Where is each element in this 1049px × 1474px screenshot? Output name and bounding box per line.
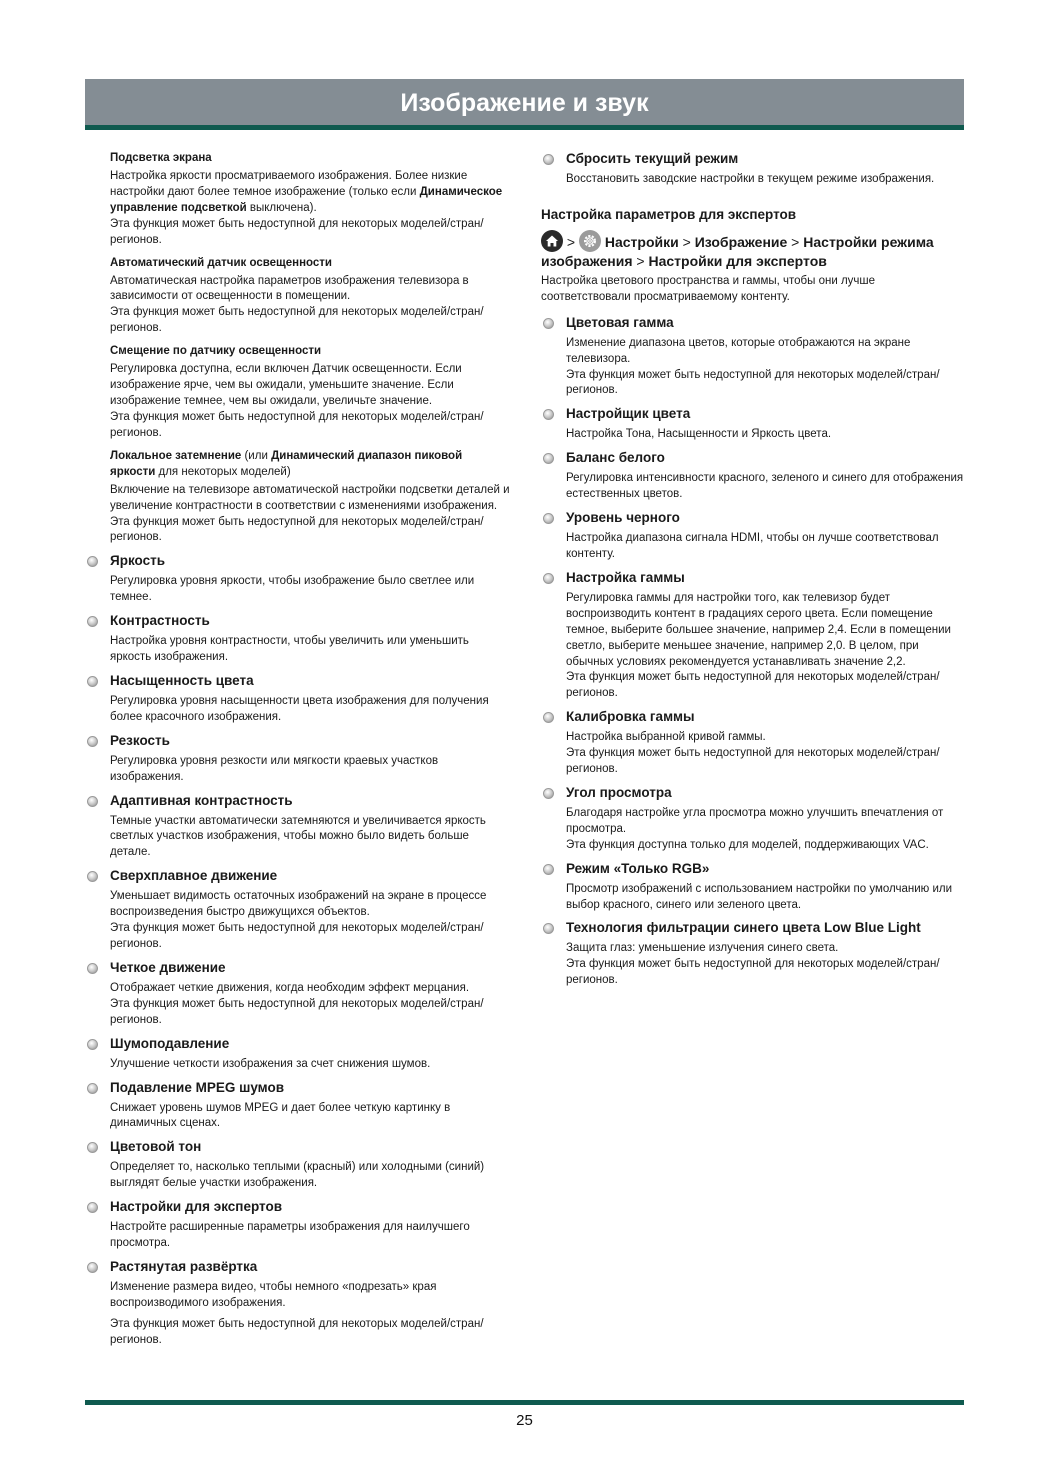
home-icon: [541, 230, 563, 252]
item-title: Настройщик цвета: [566, 406, 691, 422]
plain-text: для некоторых моделей): [155, 465, 291, 478]
item-title: Яркость: [110, 553, 166, 569]
item-desc: [110, 1280, 510, 1349]
bullet-icon: [87, 871, 98, 882]
section-title: Настройка параметров для экспертов: [541, 206, 797, 222]
item-desc: Восстановить заводские настройки в текущем режиме изображения.: [566, 173, 935, 185]
bold-term: Локальное затемнение: [110, 449, 242, 462]
item-title: Калибровка гаммы: [566, 709, 695, 725]
bullet-icon: [543, 513, 554, 524]
paragraph: Настройка Тона, Насыщенности и Яркость цвета.: [566, 428, 832, 441]
paragraph: [110, 410, 510, 442]
item-title: Баланс белого: [566, 450, 665, 466]
bullet-icon: [87, 1262, 98, 1273]
text-run: Автоматическая настройка параметров изображения телевизора в зависимости от освещенности в помещении.: [110, 274, 469, 303]
paragraph: Просмотр изображений с использованием настройки по умолчанию или выбор красного, синего или зеленого цвета.: [566, 882, 953, 911]
item-desc: [566, 591, 966, 702]
paragraph: Улучшение четкости изображения за счет снижения шумов.: [110, 1057, 431, 1070]
paragraph: [110, 217, 510, 249]
list-item: [85, 1035, 510, 1073]
list-item: [85, 672, 510, 726]
item-desc: [110, 634, 510, 666]
list-item: [85, 732, 510, 786]
item-title: Режим «Только RGB»: [566, 860, 710, 876]
item-title: Растянутая развёртка: [110, 1258, 258, 1274]
item-title: Шумоподавление: [110, 1035, 230, 1051]
list-item: [541, 509, 966, 563]
bullet-icon: [87, 1142, 98, 1153]
bullet-icon: [87, 796, 98, 807]
bullet-icon: [87, 556, 98, 567]
paragraph: Снижает уровень шумов MPEG и дает более четкую картинку в динамичных сценах.: [110, 1101, 451, 1130]
sub-section-title: Подсветка экрана: [110, 152, 212, 164]
list-item: [541, 784, 966, 854]
list-item: [541, 314, 966, 400]
experts-section: [541, 206, 966, 306]
header-divider: [85, 125, 964, 130]
item-desc: [566, 806, 966, 854]
bullet-icon: [543, 573, 554, 584]
item-title: Резкость: [110, 732, 170, 748]
paragraph: [110, 169, 510, 217]
bullet-icon: [87, 1083, 98, 1094]
text-run: Эта функция может быть недоступной для некоторых моделей/стран/регионов.: [110, 515, 484, 544]
list-item: [85, 867, 510, 953]
text-run: Включение на телевизоре автоматической настройки подсветки деталей и увеличение контрастности в соответствии с изменениями изображения.: [110, 483, 510, 512]
item-title: Четкое движение: [110, 959, 226, 975]
bullet-icon: [87, 963, 98, 974]
item-desc: [110, 574, 510, 606]
paragraph: [110, 362, 510, 410]
item-title: Подавление MPEG шумов: [110, 1079, 285, 1095]
sub-section-desc: [110, 274, 510, 338]
item-title: Цветовой тон: [110, 1139, 202, 1155]
text-run: Настройка яркости просматриваемого изображения. Более низкие настройки дают более темное изображение (только если: [110, 170, 468, 198]
paragraph: Эта функция может быть недоступной для некоторых моделей/стран/регионов.: [110, 922, 484, 950]
list-item: [541, 405, 966, 443]
item-desc: [110, 1160, 510, 1192]
paragraph: Регулировка уровня яркости, чтобы изображение было светлее или темнее.: [110, 575, 475, 604]
bullet-icon: [87, 1202, 98, 1213]
path-separator: >: [678, 233, 695, 250]
page-header: [85, 79, 964, 125]
bullet-icon: [87, 1039, 98, 1050]
item-title: Цветовая гамма: [566, 314, 674, 330]
paragraph: Эта функция может быть недоступной для некоторых моделей/стран/регионов.: [110, 997, 484, 1026]
paragraph: [110, 483, 510, 515]
bullet-icon: [87, 736, 98, 747]
text-run: Эта функция может быть недоступной для некоторых моделей/стран/регионов.: [110, 306, 484, 335]
paragraph: Настройка диапазона сигнала HDMI, чтобы он лучше соответствовал контенту.: [566, 532, 939, 560]
bullet-icon: [543, 154, 554, 165]
paragraph: Темные участки автоматически затемняются и увеличивается яркость светлых участков изображения, чтобы можно было видеть больше детале.: [110, 814, 486, 859]
text-run: выключена).: [246, 201, 317, 214]
list-item: [541, 708, 966, 778]
item-desc: [110, 981, 510, 1029]
paragraph: Эта функция может быть недоступной для некоторых моделей/стран/регионов.: [566, 671, 940, 700]
path-step: Настройки для экспертов: [648, 252, 827, 269]
item-desc: [110, 1057, 510, 1073]
item-desc: [110, 814, 510, 862]
paragraph: [110, 274, 510, 306]
item-desc: [566, 941, 966, 989]
bullet-icon: [543, 453, 554, 464]
paragraph: Эта функция может быть недоступной для некоторых моделей/стран/регионов.: [110, 1317, 484, 1346]
paragraph: Регулировка уровня насыщенности цвета изображения для получения более красочного изображения.: [110, 694, 489, 723]
bullet-icon: [543, 409, 554, 420]
sub-section: [85, 150, 510, 249]
paragraph: Изменение размера видео, чтобы немного «подрезать» края воспроизводимого изображения.: [110, 1280, 437, 1309]
bold-term: Динамическое управление подсветкой: [110, 185, 503, 214]
settings-path: [541, 230, 966, 270]
bullet-icon: [543, 318, 554, 329]
paragraph: Настройка уровня контрастности, чтобы увеличить или уменьшить яркость изображения.: [110, 635, 469, 664]
page-title: Изображение и звук: [400, 89, 649, 117]
sub-section: [85, 255, 510, 338]
list-item: [85, 612, 510, 666]
item-desc: [566, 531, 966, 563]
paragraph: Эта функция может быть недоступной для некоторых моделей/стран/регионов.: [566, 368, 940, 397]
paragraph: Настройка выбранной кривой гаммы.: [566, 731, 766, 744]
paragraph: Изменение диапазона цветов, которые отображаются на экране телевизора.: [566, 336, 911, 365]
paragraph: Эта функция может быть недоступной для некоторых моделей/стран/регионов.: [566, 958, 940, 987]
sub-section-title: [110, 448, 510, 480]
paragraph: Эта функция может быть недоступной для некоторых моделей/стран/регионов.: [566, 747, 940, 776]
item-desc: [110, 754, 510, 786]
item-desc: [110, 1220, 510, 1252]
paragraph: Определяет то, насколько теплыми (красный) или холодными (синий) выглядят белые участки изображения.: [110, 1161, 485, 1190]
list-item: [85, 1198, 510, 1252]
item-title: Угол просмотра: [566, 784, 672, 800]
item-desc: [110, 889, 510, 953]
left-column: [85, 150, 510, 1355]
bold-term: Динамический диапазон пиковой яркости: [110, 449, 463, 478]
bullet-icon: [543, 923, 554, 934]
paragraph: [110, 305, 510, 337]
path-separator: >: [632, 252, 649, 269]
item-title: Адаптивная контрастность: [110, 792, 293, 808]
paragraph: Защита глаз: уменьшение излучения синего света.: [566, 942, 839, 955]
list-item: [85, 1138, 510, 1192]
item-title: Насыщенность цвета: [110, 672, 254, 688]
paragraph: [110, 515, 510, 547]
paragraph: Настройте расширенные параметры изображения для наилучшего просмотра.: [110, 1221, 470, 1250]
footer-divider: [85, 1400, 964, 1405]
path-step: Изображение: [694, 233, 788, 250]
bullet-icon: [543, 864, 554, 875]
gear-icon: [579, 230, 601, 252]
bullet-icon: [87, 616, 98, 627]
list-item: [541, 860, 966, 914]
paragraph: Уменьшает видимость остаточных изображений на экране в процессе воспроизведения быстро движущихся объектов.: [110, 890, 487, 919]
item-title: Настройка гаммы: [566, 569, 685, 585]
item-desc: [566, 882, 966, 914]
bullet-icon: [543, 788, 554, 799]
sub-section-title: Смещение по датчику освещенности: [110, 345, 322, 358]
sub-section: [85, 343, 510, 442]
path-separator: >: [566, 233, 576, 250]
sub-section-title: Автоматический датчик освещенности: [110, 256, 333, 269]
item-title: Сверхплавное движение: [110, 868, 278, 884]
item-desc: [110, 1101, 510, 1133]
paragraph: Регулировка интенсивности красного, зеленого и синего для отображения естественных цветов.: [566, 472, 964, 501]
list-item: [541, 919, 966, 989]
item-title: Настройки для экспертов: [110, 1199, 282, 1215]
list-item: [85, 1079, 510, 1133]
sub-section-desc: [110, 169, 510, 249]
paragraph: Регулировка гаммы для настройки того, как телевизор будет воспроизводить контент в градациях серого цвета. Если помещение темное, выберите большее значение, например 2,4. Если в помещении светло, выберите меньшее значение, например 2,0. В целом, при обычных условиях рекомендуется устанавливать значение 2,2.: [566, 591, 951, 668]
sub-section-desc: [110, 483, 510, 547]
page-number: 25: [516, 1412, 533, 1429]
path-step: Настройки: [600, 233, 679, 250]
list-item: [85, 959, 510, 1029]
item-desc: [566, 427, 966, 443]
item-title: Технология фильтрации синего цвета Low Blue Light: [566, 920, 921, 936]
item-title: Сбросить текущий режим: [566, 151, 739, 166]
paragraph: Эта функция доступна только для моделей, поддерживающих VAC.: [566, 838, 929, 851]
sub-section-desc: [110, 362, 510, 442]
section-desc: Настройка цветового пространства и гаммы, чтобы они лучше соответствовали просматриваемому контенту.: [541, 274, 876, 303]
item-title: Уровень черного: [566, 510, 680, 526]
list-item: [541, 449, 966, 503]
list-item: [85, 1258, 510, 1349]
text-run: Регулировка доступна, если включен Датчик освещенности. Если изображение ярче, чем вы ожидали, уменьшите значение. Если изображение темнее, чем вы ожидали, увеличьте значение.: [110, 363, 462, 407]
item-desc: [110, 694, 510, 726]
item-title: Контрастность: [110, 613, 210, 629]
plain-text: (или: [241, 449, 272, 462]
right-column: [541, 150, 966, 995]
list-item: [85, 552, 510, 606]
paragraph: Благодаря настройке угла просмотра можно улучшить впечатления от просмотра.: [566, 806, 944, 835]
sub-section: [85, 448, 510, 547]
item-desc: [566, 471, 966, 503]
path-separator: >: [787, 233, 804, 250]
bullet-icon: [543, 712, 554, 723]
list-item-reset-mode: [541, 150, 966, 188]
item-desc: [566, 336, 966, 400]
item-desc: [566, 730, 966, 778]
list-item: [85, 792, 510, 862]
paragraph: Отображает четкие движения, когда необходим эффект мерцания.: [110, 981, 470, 994]
bullet-icon: [87, 676, 98, 687]
path-step: Настройки режима изображения: [541, 233, 934, 269]
text-run: Эта функция может быть недоступной для некоторых моделей/стран/регионов.: [110, 217, 484, 246]
text-run: Эта функция может быть недоступной для некоторых моделей/стран/регионов.: [110, 410, 484, 439]
list-item: [541, 569, 966, 702]
paragraph: Регулировка уровня резкости или мягкости краевых участков изображения.: [110, 754, 439, 783]
